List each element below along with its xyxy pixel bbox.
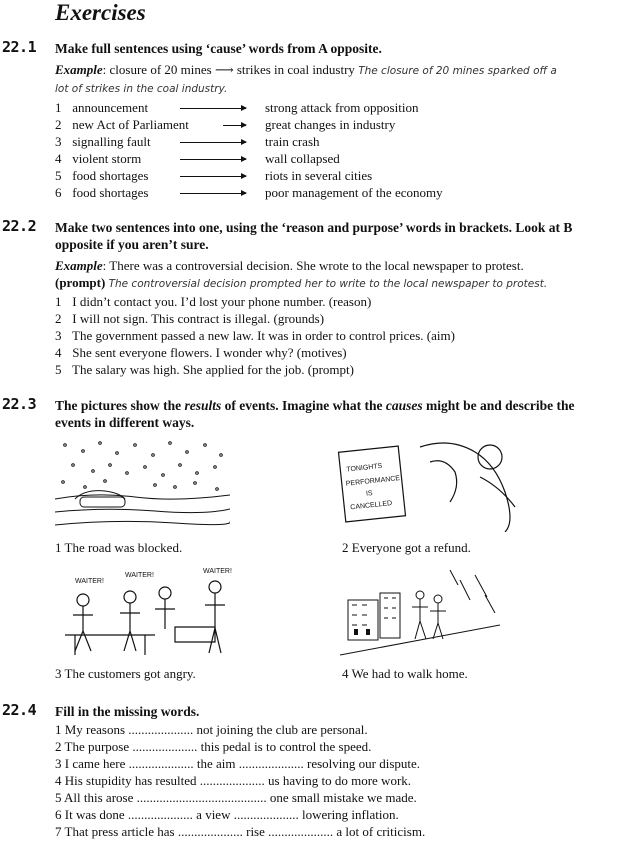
sign-line: IS bbox=[365, 490, 373, 498]
exercise-number-22-2: 22.2 bbox=[2, 217, 37, 235]
list-item: 2 I will not sign. This contract is illegal. (grounds) bbox=[55, 311, 325, 326]
restaurant-illustration bbox=[55, 565, 245, 660]
sign-line: CANCELLED bbox=[350, 500, 393, 512]
arrow-icon: ⟶ bbox=[214, 62, 234, 77]
fill-in-item: 6 It was done .................... a view .................... lowering inflation. bbox=[55, 807, 399, 822]
sign-line: PERFORMANCE bbox=[345, 475, 401, 488]
exercise-instruction: The pictures show the results of events. Imagine what the causes might be and describe the events in different ways. bbox=[55, 398, 575, 430]
cancelled-sign-illustration bbox=[330, 437, 525, 532]
exercise-number-22-4: 22.4 bbox=[2, 701, 37, 719]
list-item: 4 She sent everyone flowers. I wonder why? (motives) bbox=[55, 345, 347, 360]
speech-text: WAITER! bbox=[125, 572, 154, 579]
page-title: Exercises bbox=[55, 0, 146, 25]
fill-in-item: 1 My reasons .................... not joining the club are personal. bbox=[55, 722, 368, 737]
exercise-instruction: Make full sentences using ‘cause’ words from A opposite. bbox=[55, 41, 382, 56]
list-item: 1 I didn’t contact you. I’d lost your phone number. (reason) bbox=[55, 294, 372, 309]
sign-line: TONIGHTS bbox=[346, 462, 383, 474]
handwritten-answer: lot of strikes in the coal industry. bbox=[55, 82, 228, 95]
example-result: strikes in coal industry bbox=[236, 62, 355, 77]
list-item: 6 food shortages poor management of the economy bbox=[55, 185, 443, 200]
list-item: 5 food shortages riots in several cities bbox=[55, 168, 373, 183]
example-text: : There was a controversial decision. She wrote to the local newspaper to protest. bbox=[102, 258, 524, 273]
speech-text: WAITER! bbox=[203, 568, 232, 575]
list-item: 3 The government passed a new law. It was in order to control prices. (aim) bbox=[55, 328, 455, 343]
exercise-number-22-3: 22.3 bbox=[2, 395, 37, 413]
example-prompt: (prompt) bbox=[55, 274, 106, 290]
example-label: Example bbox=[55, 258, 103, 273]
list-item: 1 announcement strong attack from opposition bbox=[55, 100, 419, 115]
exercise-instruction: Fill in the missing words. bbox=[55, 704, 200, 719]
example-block bbox=[55, 258, 620, 292]
fill-in-item: 2 The purpose .................... this pedal is to control the speed. bbox=[55, 739, 372, 754]
fill-in-item: 5 All this arose ........................................ one small mistake we made. bbox=[55, 790, 417, 805]
picture-caption: 2 Everyone got a refund. bbox=[342, 540, 471, 555]
snow-road-illustration bbox=[55, 437, 230, 532]
handwritten-answer: The closure of 20 mines sparked off a bbox=[358, 65, 557, 77]
fill-in-item: 4 His stupidity has resulted .................... us having to do more work. bbox=[55, 773, 412, 788]
speech-text: WAITER! bbox=[75, 578, 104, 585]
handwritten-answer: The controversial decision prompted her to write to the local newspaper to protest. bbox=[108, 277, 548, 290]
exercise-number-22-1: 22.1 bbox=[2, 38, 37, 56]
example-label: Example bbox=[55, 62, 103, 77]
example-block bbox=[55, 62, 620, 97]
picture-caption: 4 We had to walk home. bbox=[342, 666, 468, 681]
list-item: 2 new Act of Parliament great changes in industry bbox=[55, 117, 396, 132]
list-item: 4 violent storm wall collapsed bbox=[55, 151, 340, 166]
fill-in-item: 7 That press article has .................... rise .................... a lot of criticism. bbox=[55, 824, 426, 839]
list-item: 5 The salary was high. She applied for the job. (prompt) bbox=[55, 362, 354, 377]
picture-caption: 3 The customers got angry. bbox=[55, 666, 196, 681]
storm-walking-illustration bbox=[340, 565, 500, 660]
exercise-instruction: Make two sentences into one, using the ‘reason and purpose’ words in brackets. Look at B opposite if you aren’t sure. bbox=[55, 220, 573, 252]
picture-caption: 1 The road was blocked. bbox=[55, 540, 183, 555]
list-item: 3 signalling fault train crash bbox=[55, 134, 320, 149]
example-text: : closure of 20 mines bbox=[102, 62, 212, 77]
fill-in-item: 3 I came here .................... the aim .................... resolving our dispute. bbox=[55, 756, 421, 771]
